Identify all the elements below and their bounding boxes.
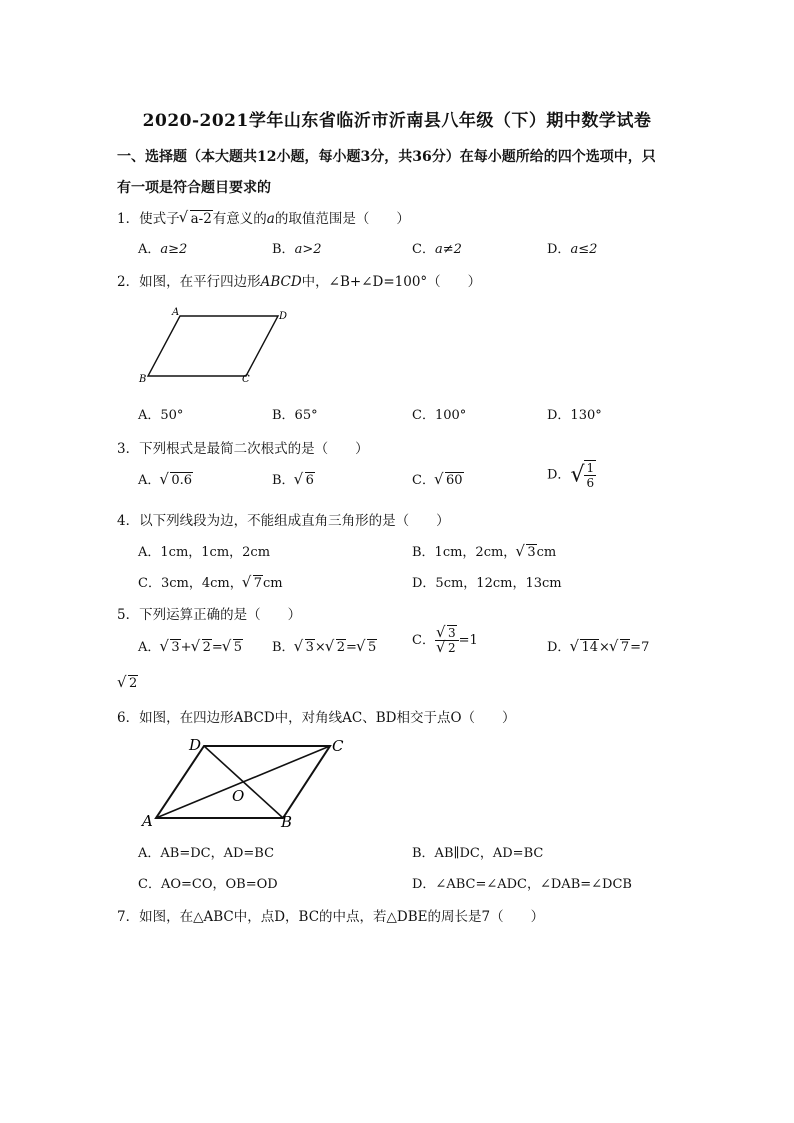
q2-stem: 2．如图，在平行四边形 bbox=[117, 274, 261, 290]
radical bbox=[438, 641, 457, 655]
option-value: a>2 bbox=[294, 242, 322, 257]
question-7: 7．如图，在△ABC中，点D，BC的中点，若△DBE的周长是7（ ） bbox=[117, 909, 545, 925]
vertex-label-b: B bbox=[139, 374, 147, 385]
denominator: 6 bbox=[586, 476, 595, 490]
radical bbox=[181, 211, 213, 227]
radicand: 6 bbox=[305, 473, 314, 488]
option-letter: A． bbox=[138, 473, 161, 488]
radical bbox=[517, 545, 536, 560]
q1-stem-b: 有意义的 bbox=[212, 211, 267, 227]
parallelogram-figure bbox=[136, 304, 296, 388]
equals: = bbox=[346, 640, 357, 655]
section-heading-line1: 一、选择题（本大题共12小题，每小题3分，共36分）在每小题所给的四个选项中，只 bbox=[117, 149, 656, 165]
q2-stem-b: 中，∠B+∠D=100°（ ） bbox=[301, 274, 482, 290]
operator: × bbox=[314, 640, 326, 655]
radical bbox=[161, 640, 180, 655]
radical bbox=[611, 640, 630, 655]
radical-sign: √ bbox=[570, 462, 585, 488]
question-2 bbox=[117, 270, 481, 290]
q5-wrap-radical bbox=[118, 676, 138, 691]
q5-option-c[interactable] bbox=[412, 626, 478, 655]
option-letter: C． bbox=[412, 242, 435, 257]
radicand: 3 bbox=[305, 640, 314, 655]
radicand: 2 bbox=[129, 676, 138, 691]
option-unit: cm bbox=[536, 545, 557, 560]
radicand: 5 bbox=[367, 640, 377, 655]
q6-option-c[interactable]: C．AO=CO，OB=OD bbox=[138, 877, 278, 892]
section-heading-line2: 有一项是符合题目要求的 bbox=[117, 180, 271, 196]
option-letter: B． bbox=[272, 242, 295, 257]
equals: = bbox=[211, 640, 223, 655]
operator: + bbox=[180, 640, 192, 655]
question-1 bbox=[117, 207, 410, 227]
page-title: 2020-2021学年山东省临沂市沂南县八年级（下）期中数学试卷 bbox=[142, 111, 652, 131]
q1-stem-a: 1．使式子 bbox=[117, 211, 180, 227]
option-value: a≠2 bbox=[434, 242, 462, 257]
fraction bbox=[435, 626, 459, 655]
q5-option-b[interactable] bbox=[272, 636, 377, 655]
radical bbox=[296, 473, 315, 488]
diagonal-bd bbox=[204, 746, 283, 818]
vertex-label-d: D bbox=[279, 311, 288, 322]
question-6: 6．如图，在四边形ABCD中，对角线AC、BD相交于点O（ ） bbox=[117, 710, 516, 726]
vertex-label-b: B bbox=[281, 813, 293, 831]
q4-option-d[interactable]: D．5cm，12cm，13cm bbox=[412, 576, 562, 591]
q4-option-a[interactable]: A．1cm，1cm，2cm bbox=[138, 545, 271, 560]
q3-option-c[interactable] bbox=[412, 469, 464, 488]
numerator: 1 bbox=[586, 461, 595, 475]
denominator bbox=[435, 641, 459, 655]
quadrilateral-figure bbox=[140, 734, 360, 834]
radical bbox=[358, 640, 377, 655]
option-letter: D． bbox=[547, 242, 571, 257]
q3-option-d[interactable] bbox=[547, 460, 596, 490]
option-letter: B． bbox=[272, 473, 295, 488]
radicand: 2 bbox=[336, 640, 346, 655]
q1-option-b[interactable] bbox=[272, 238, 321, 257]
q2-shape-name: ABCD bbox=[260, 274, 302, 290]
q2-option-a[interactable]: A．50° bbox=[138, 408, 184, 423]
q4-option-c[interactable] bbox=[138, 572, 283, 591]
radical bbox=[296, 640, 315, 655]
vertex-label-c: C bbox=[242, 374, 250, 385]
option-text: C．3cm，4cm， bbox=[138, 576, 243, 591]
q1-option-d[interactable] bbox=[547, 238, 597, 257]
radicand: 2 bbox=[447, 641, 456, 655]
radicand: 3 bbox=[171, 640, 180, 655]
option-letter: B． bbox=[272, 640, 295, 655]
radicand: 7 bbox=[253, 576, 262, 591]
radical bbox=[161, 473, 193, 488]
q6-option-b[interactable]: B．AB∥DC，AD=BC bbox=[412, 846, 544, 861]
radicand: 2 bbox=[202, 640, 211, 655]
option-letter: D． bbox=[547, 640, 571, 655]
option-letter: A． bbox=[138, 640, 161, 655]
equals: =1 bbox=[458, 633, 478, 648]
q4-option-b[interactable] bbox=[412, 541, 556, 560]
option-text: B．1cm，2cm， bbox=[412, 545, 517, 560]
radical bbox=[193, 640, 212, 655]
q1-var: a bbox=[266, 211, 275, 227]
radicand: 60 bbox=[445, 473, 463, 488]
vertex-label-a: A bbox=[172, 307, 180, 318]
option-value: a≤2 bbox=[570, 242, 598, 257]
q2-option-d[interactable]: D．130° bbox=[547, 408, 602, 423]
q1-option-c[interactable] bbox=[412, 238, 462, 257]
equals: =7 bbox=[630, 640, 650, 655]
q2-option-b[interactable]: B．65° bbox=[272, 408, 318, 423]
radicand: 5 bbox=[233, 640, 243, 655]
radical bbox=[571, 640, 599, 655]
option-letter: C． bbox=[412, 633, 435, 648]
radicand: 14 bbox=[581, 640, 598, 655]
radicand: 3 bbox=[527, 545, 536, 560]
vertex-label-d: D bbox=[189, 736, 202, 754]
q1-radicand: a-2 bbox=[190, 211, 212, 227]
option-letter: C． bbox=[412, 473, 435, 488]
intersection-label-o: O bbox=[232, 787, 245, 805]
fraction bbox=[584, 460, 596, 490]
radicand: 3 bbox=[447, 626, 456, 640]
radical bbox=[244, 576, 263, 591]
radicand: 7 bbox=[620, 640, 630, 655]
q3-option-b[interactable] bbox=[272, 469, 315, 488]
q3-option-a[interactable] bbox=[138, 469, 193, 488]
option-letter: A． bbox=[138, 242, 161, 257]
operator: × bbox=[598, 640, 610, 655]
q2-option-c[interactable]: C．100° bbox=[412, 408, 467, 423]
radical bbox=[327, 640, 346, 655]
q5-option-d[interactable] bbox=[547, 636, 649, 655]
option-letter: D． bbox=[547, 467, 571, 483]
radical bbox=[224, 640, 243, 655]
q1-option-a[interactable] bbox=[138, 238, 187, 257]
question-3: 3．下列根式是最简二次根式的是（ ） bbox=[117, 441, 369, 457]
q6-option-a[interactable]: A．AB=DC，AD=BC bbox=[138, 846, 275, 861]
radicand: 0.6 bbox=[171, 473, 193, 488]
q5-option-a[interactable] bbox=[138, 636, 243, 655]
vertex-label-c: C bbox=[332, 737, 344, 755]
question-5: 5．下列运算正确的是（ ） bbox=[117, 607, 302, 623]
option-unit: cm bbox=[263, 576, 283, 591]
parallelogram-shape bbox=[148, 316, 278, 376]
radical bbox=[119, 676, 138, 691]
radical bbox=[436, 473, 464, 488]
question-4: 4．以下列线段为边，不能组成直角三角形的是（ ） bbox=[117, 513, 450, 529]
option-value: a≥2 bbox=[160, 242, 188, 257]
q6-option-d[interactable]: D．∠ABC=∠ADC，∠DAB=∠DCB bbox=[412, 877, 632, 892]
q1-stem-c: 的取值范围是（ ） bbox=[274, 211, 410, 227]
vertex-label-a: A bbox=[142, 812, 153, 830]
